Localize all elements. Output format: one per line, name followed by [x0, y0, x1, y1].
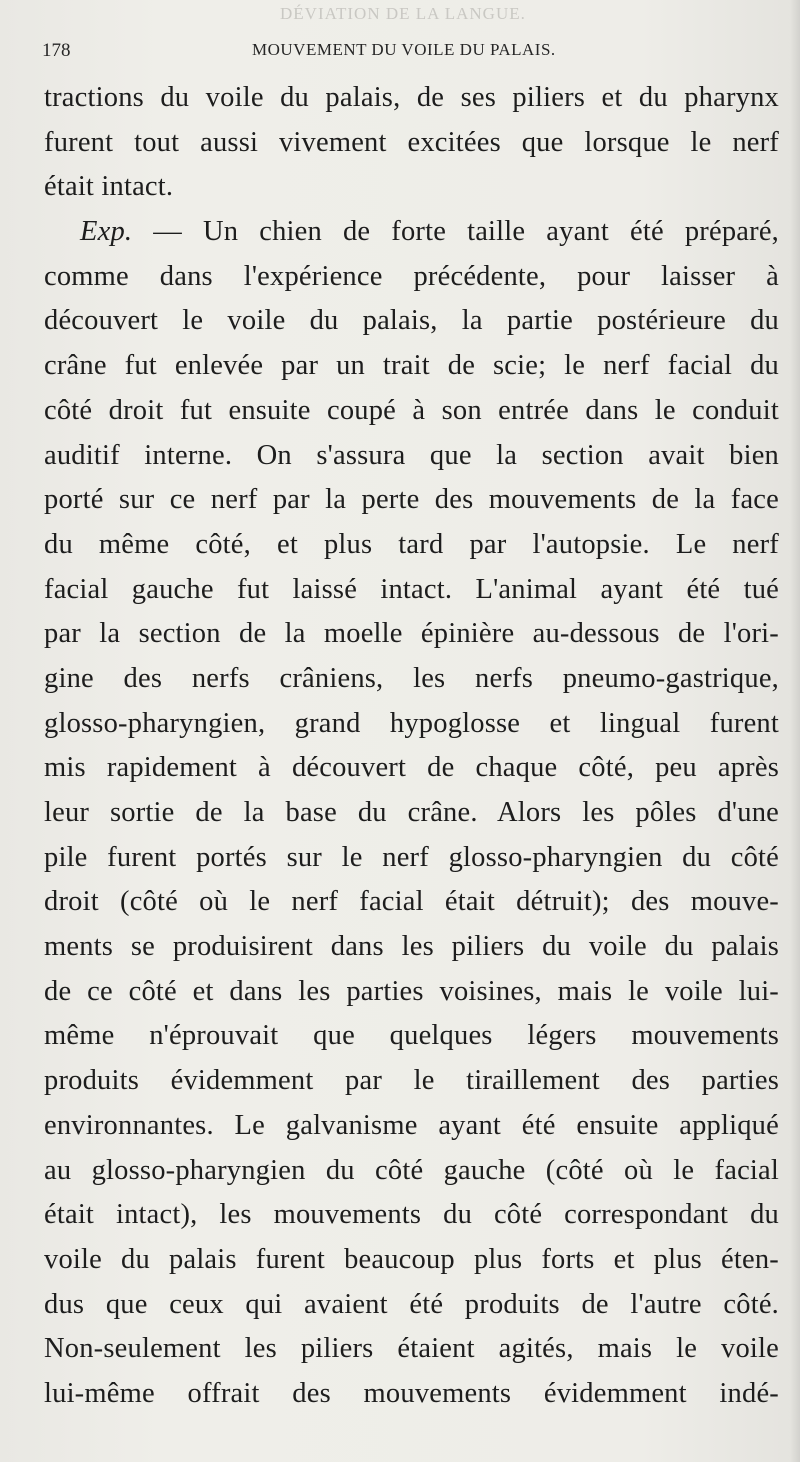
text-line: auditif interne. On s'assura que la section avait bien: [44, 439, 779, 471]
text-line: mis rapidement à découvert de chaque côté, peu après: [44, 752, 779, 784]
text-line: dus que ceux qui avaient été produits de l'autre côté.: [44, 1288, 779, 1320]
text-line: gine des nerfs crâniens, les nerfs pneumo-gastrique,: [44, 662, 779, 694]
page-edge-shadow: [790, 0, 800, 1462]
text-line: comme dans l'expérience précédente, pour laisser à: [44, 260, 779, 292]
text-line: de ce côté et dans les parties voisines, mais le voile lui-: [44, 975, 779, 1007]
text-line: lui-même offrait des mouvements évidemment indé-: [44, 1377, 779, 1409]
body-text: [44, 76, 779, 1417]
text-line: ments se produisirent dans les piliers du voile du palais: [44, 931, 779, 963]
text-line: était intact), les mouvements du côté correspondant du: [44, 1199, 779, 1231]
text-line: — Un chien de forte taille ayant été préparé,: [153, 216, 779, 248]
page-number: 178: [42, 40, 71, 61]
text-line: découvert le voile du palais, la partie postérieure du: [44, 305, 779, 337]
experiment-label: Exp.: [80, 216, 133, 248]
text-line: était intact.: [44, 171, 174, 203]
text-line: côté droit fut ensuite coupé à son entrée dans le conduit: [44, 394, 779, 426]
text-line: crâne fut enlevée par un trait de scie; le nerf facial du: [44, 350, 779, 382]
text-line: voile du palais furent beaucoup plus forts et plus éten-: [44, 1243, 779, 1275]
text-line: tractions du voile du palais, de ses piliers et du pharynx: [44, 82, 779, 113]
text-line: facial gauche fut laissé intact. L'animal ayant été tué: [44, 573, 779, 605]
text-line: glosso-pharyngien, grand hypoglosse et lingual furent: [44, 707, 779, 739]
bleed-through-heading: DÉVIATION DE LA LANGUE.: [280, 4, 526, 23]
text-line: furent tout aussi vivement excitées que lorsque le nerf: [44, 126, 779, 158]
text-line: pile furent portés sur le nerf glosso-pharyngien du côté: [44, 841, 779, 873]
text-line: environnantes. Le galvanisme ayant été ensuite appliqué: [44, 1109, 779, 1141]
text-line: produits évidemment par le tiraillement des parties: [44, 1065, 779, 1097]
page-header: [42, 40, 777, 70]
text-line: leur sortie de la base du crâne. Alors les pôles d'une: [44, 797, 779, 828]
text-line: droit (côté où le nerf facial était détruit); des mouve-: [44, 886, 779, 918]
running-head: MOUVEMENT DU VOILE DU PALAIS.: [252, 40, 556, 59]
text-line: du même côté, et plus tard par l'autopsie. Le nerf: [44, 528, 779, 560]
experiment-paragraph-start: [44, 210, 779, 255]
text-line: porté sur ce nerf par la perte des mouvements de la face: [44, 484, 779, 516]
text-line: au glosso-pharyngien du côté gauche (côté où le facial: [44, 1154, 779, 1186]
text-line: même n'éprouvait que quelques légers mouvements: [44, 1020, 779, 1052]
text-line: Non-seulement les piliers étaient agités, mais le voile: [44, 1333, 779, 1365]
text-line: par la section de la moelle épinière au-dessous de l'ori-: [44, 618, 779, 650]
